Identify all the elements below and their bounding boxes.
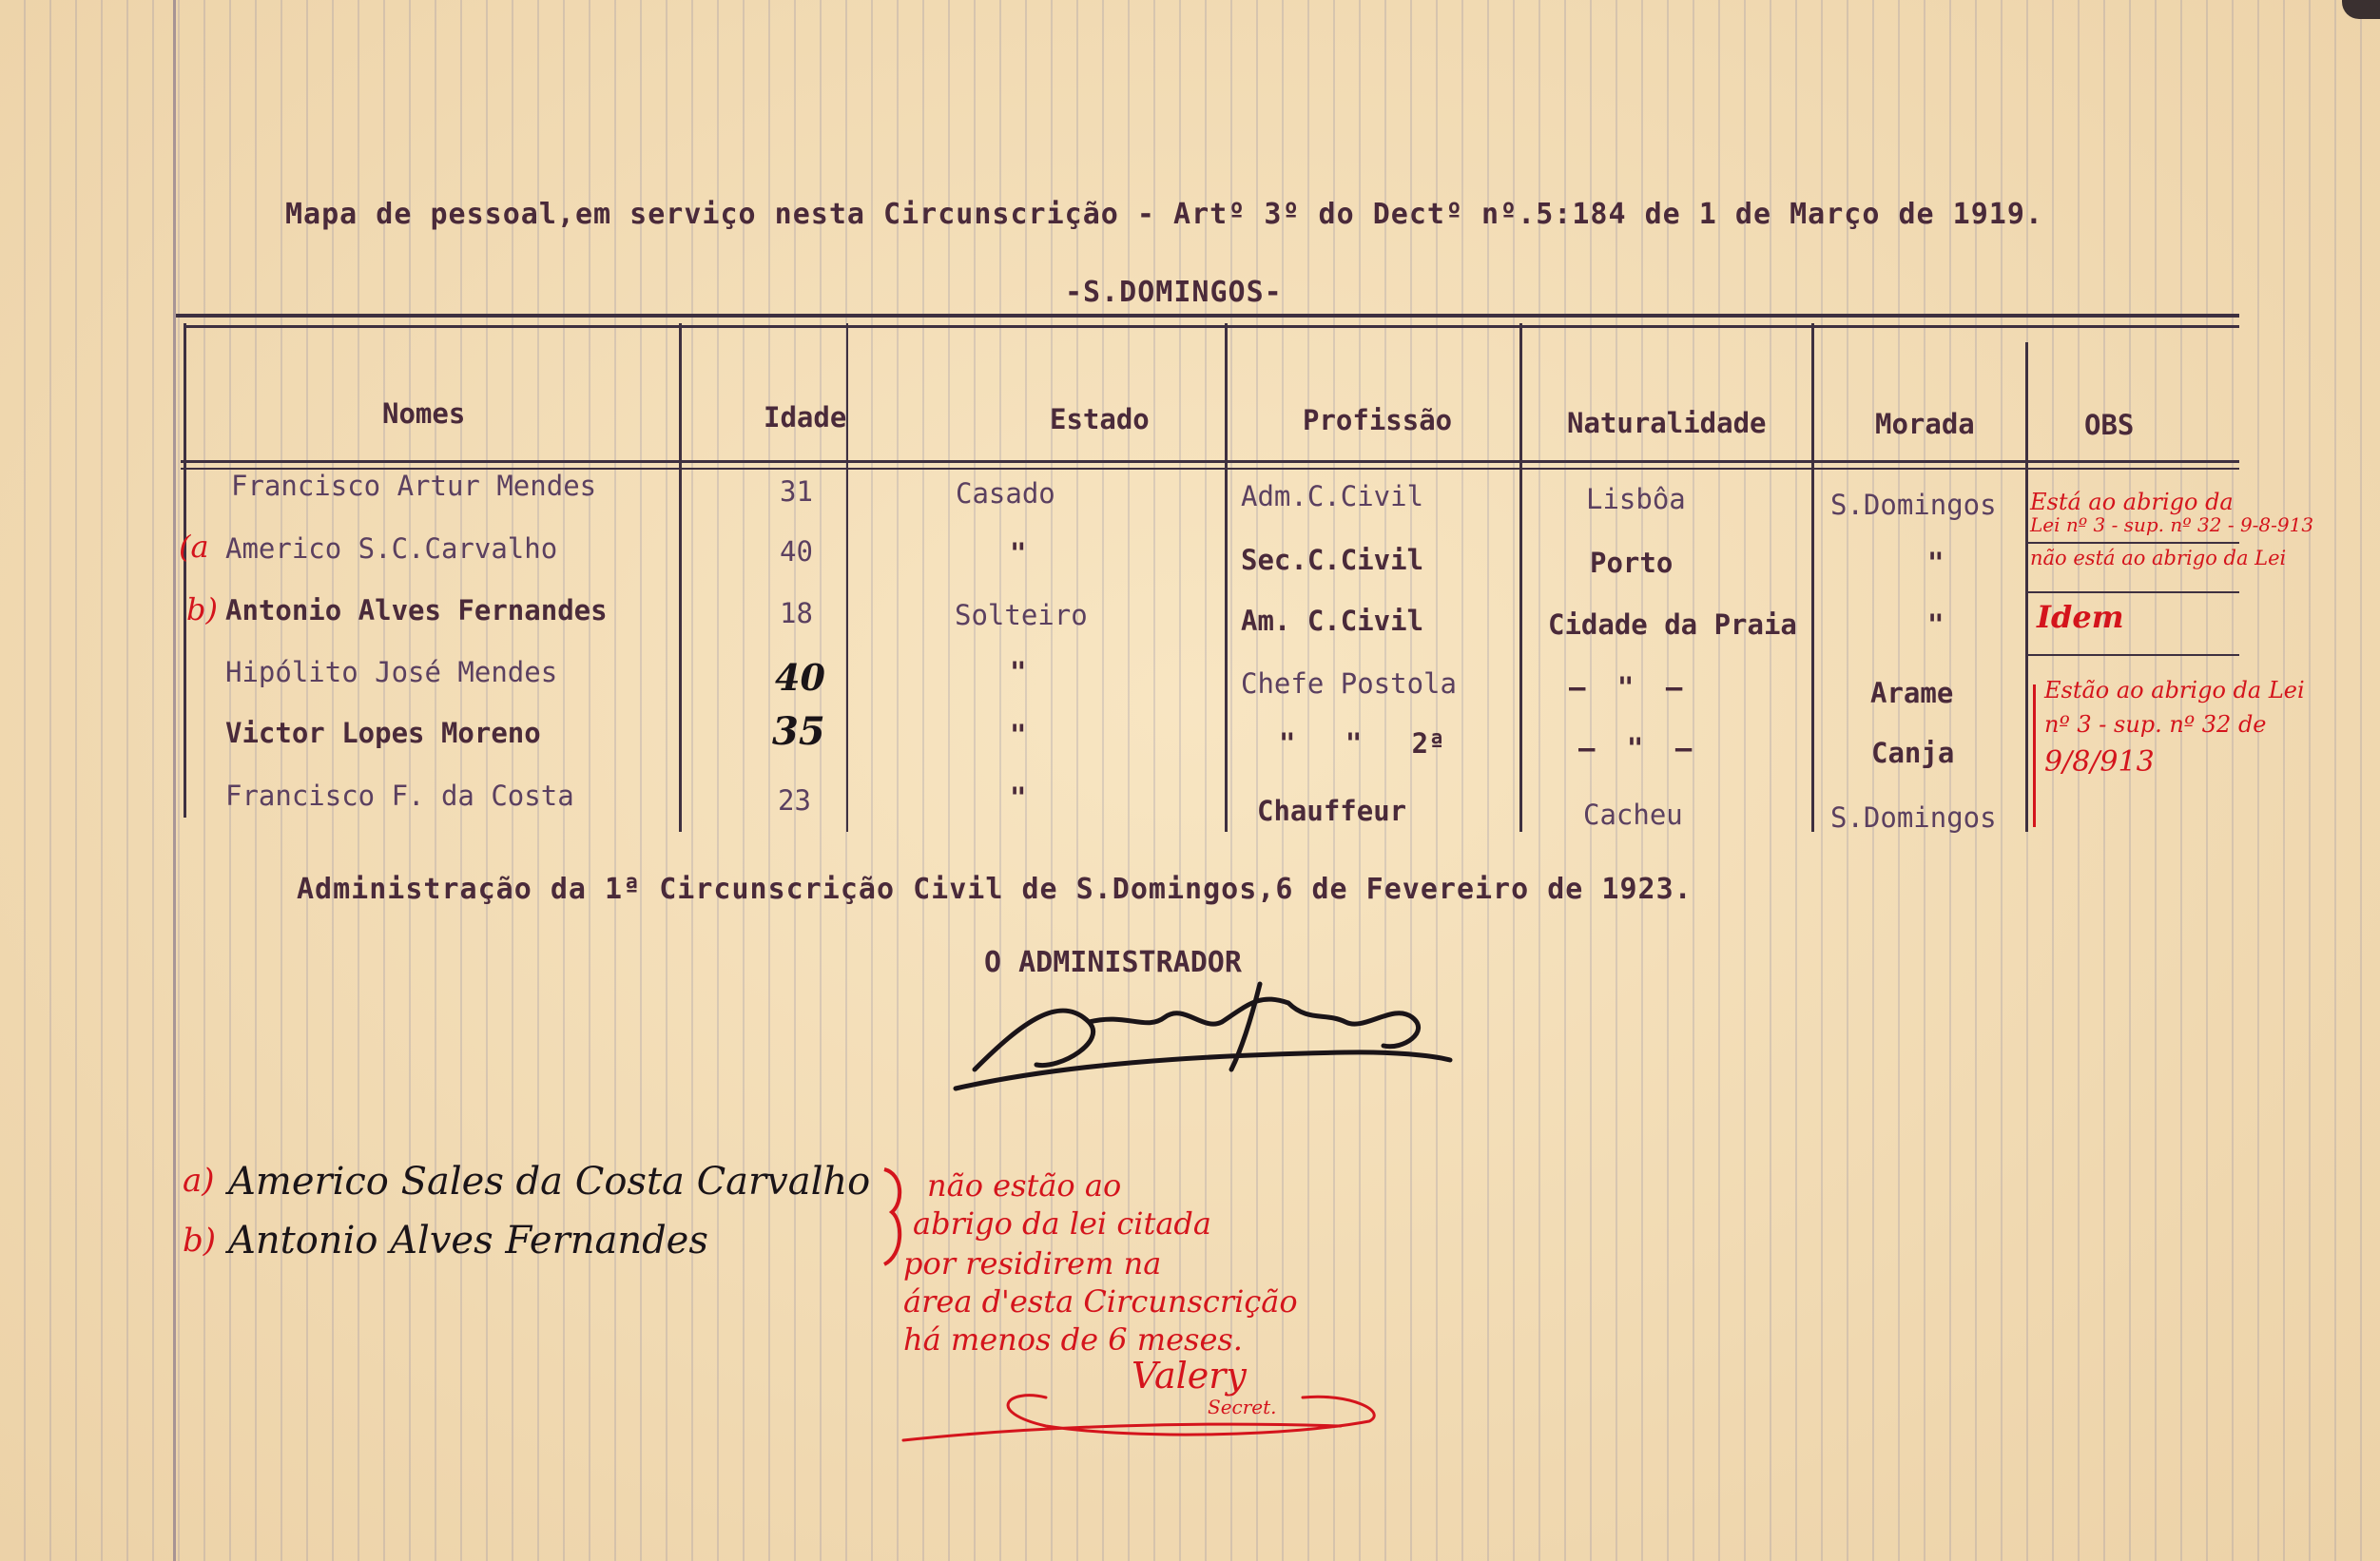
- cell-name: Antonio Alves Fernandes: [225, 594, 608, 626]
- cell-profession: Chauffeur: [1257, 795, 1407, 827]
- remark-signature: Valery: [1132, 1355, 1247, 1397]
- obs-row-rule: [2025, 654, 2239, 656]
- cell-age: 35: [772, 709, 825, 754]
- obs-note-line: Lei nº 3 - sup. nº 32 - 9-8-913: [2030, 513, 2314, 536]
- document-footer: Administração da 1ª Circunscrição Civil de S.Domingos,6 de Fevereiro de 1923.: [297, 873, 1693, 906]
- document-title: Mapa de pessoal,em serviço nesta Circunscrição - Artº 3º do Dectº nº.5:184 de 1 de Março de 1919.: [285, 198, 2043, 231]
- obs-note-line: Estão ao abrigo da Lei: [2044, 677, 2305, 703]
- row-mark: b): [186, 591, 218, 627]
- cell-state: ": [1010, 781, 1027, 814]
- cell-age: 31: [780, 475, 813, 508]
- column-divider: [1811, 323, 1814, 832]
- row-mark: (a: [179, 529, 209, 565]
- cell-address: S.Domingos: [1830, 489, 1997, 521]
- obs-row-rule: [2025, 542, 2239, 544]
- column-divider: [184, 323, 186, 818]
- cell-state: ": [1010, 537, 1027, 569]
- note-mark: a): [183, 1162, 215, 1200]
- signatory-title: O ADMINISTRADOR: [984, 946, 1242, 979]
- cell-profession: Adm.C.Civil: [1241, 480, 1424, 512]
- cell-profession: Sec.C.Civil: [1241, 544, 1424, 576]
- obs-note-line: não está ao abrigo da Lei: [2030, 547, 2287, 569]
- remark-line: área d'esta Circunscrição: [903, 1283, 1298, 1320]
- cell-age: 23: [778, 784, 811, 817]
- cell-profession: Am. C.Civil: [1241, 605, 1424, 637]
- column-divider: [679, 323, 682, 832]
- note-a-text: Americo Sales da Costa Carvalho: [228, 1160, 871, 1204]
- cell-address: ": [1927, 608, 1945, 641]
- cell-name: Americo S.C.Carvalho: [225, 532, 558, 565]
- remark-signature-flourish: [894, 1369, 1388, 1445]
- cell-age: 40: [780, 535, 813, 568]
- cell-address: S.Domingos: [1830, 801, 1997, 834]
- header-morada: Morada: [1875, 408, 1975, 440]
- note-b-text: Antonio Alves Fernandes: [228, 1219, 708, 1262]
- cell-age: 40: [775, 656, 825, 699]
- obs-note-line: Está ao abrigo da: [2030, 489, 2234, 515]
- cell-state: ": [1010, 656, 1027, 688]
- header-idade: Idade: [764, 401, 847, 434]
- cell-origin: — " —: [1569, 671, 1691, 703]
- cell-profession: " " 2ª: [1279, 727, 1445, 760]
- header-profissao: Profissão: [1303, 404, 1453, 436]
- table-top-rule: [176, 314, 2239, 318]
- column-divider: [2025, 342, 2028, 832]
- cell-state: ": [1010, 719, 1027, 751]
- column-divider: [1225, 323, 1228, 832]
- obs-note-line: 9/8/913: [2044, 745, 2155, 779]
- obs-bracket: [2033, 684, 2036, 827]
- header-nomes: Nomes: [382, 397, 466, 430]
- cell-state: Casado: [956, 477, 1055, 510]
- administrator-signature: [946, 965, 1460, 1103]
- cell-origin: Cacheu: [1583, 799, 1683, 831]
- obs-note-line: Idem: [2037, 599, 2124, 635]
- remark-line: por residirem na: [903, 1245, 1162, 1282]
- cell-name: Hipólito José Mendes: [225, 656, 558, 688]
- obs-note-line: nº 3 - sup. nº 32 de: [2044, 711, 2267, 738]
- cell-address: ": [1927, 547, 1945, 579]
- cell-address: Canja: [1871, 737, 1955, 769]
- header-naturalidade: Naturalidade: [1567, 407, 1767, 439]
- table-top-rule-2: [185, 325, 2239, 328]
- remark-line: há menos de 6 meses.: [903, 1321, 1243, 1358]
- column-divider: [1519, 323, 1522, 832]
- cell-name: Francisco Artur Mendes: [231, 470, 597, 502]
- table-header-rule: [181, 460, 2239, 463]
- cell-origin: — " —: [1578, 732, 1700, 764]
- cell-profession: Chefe Postola: [1241, 667, 1457, 700]
- cell-origin: Cidade da Praia: [1548, 608, 1797, 641]
- obs-row-rule: [2025, 591, 2239, 593]
- margin-line: [173, 0, 176, 1561]
- remark-signature-title: Secret.: [1208, 1396, 1277, 1418]
- header-estado: Estado: [1050, 403, 1150, 435]
- column-divider: [846, 323, 848, 832]
- header-obs: OBS: [2084, 409, 2135, 441]
- cell-origin: Porto: [1590, 547, 1674, 579]
- cell-origin: Lisbôa: [1586, 483, 1686, 515]
- cell-name: Victor Lopes Moreno: [225, 717, 541, 749]
- note-mark: b): [183, 1222, 217, 1260]
- cell-name: Francisco F. da Costa: [225, 780, 574, 812]
- cell-state: Solteiro: [955, 599, 1088, 631]
- document-subtitle: -S.DOMINGOS-: [1065, 276, 1283, 309]
- remark-line: não estão ao: [927, 1167, 1122, 1204]
- cell-age: 18: [780, 597, 813, 629]
- cell-address: Arame: [1870, 677, 1954, 709]
- remark-line: abrigo da lei citada: [913, 1205, 1211, 1242]
